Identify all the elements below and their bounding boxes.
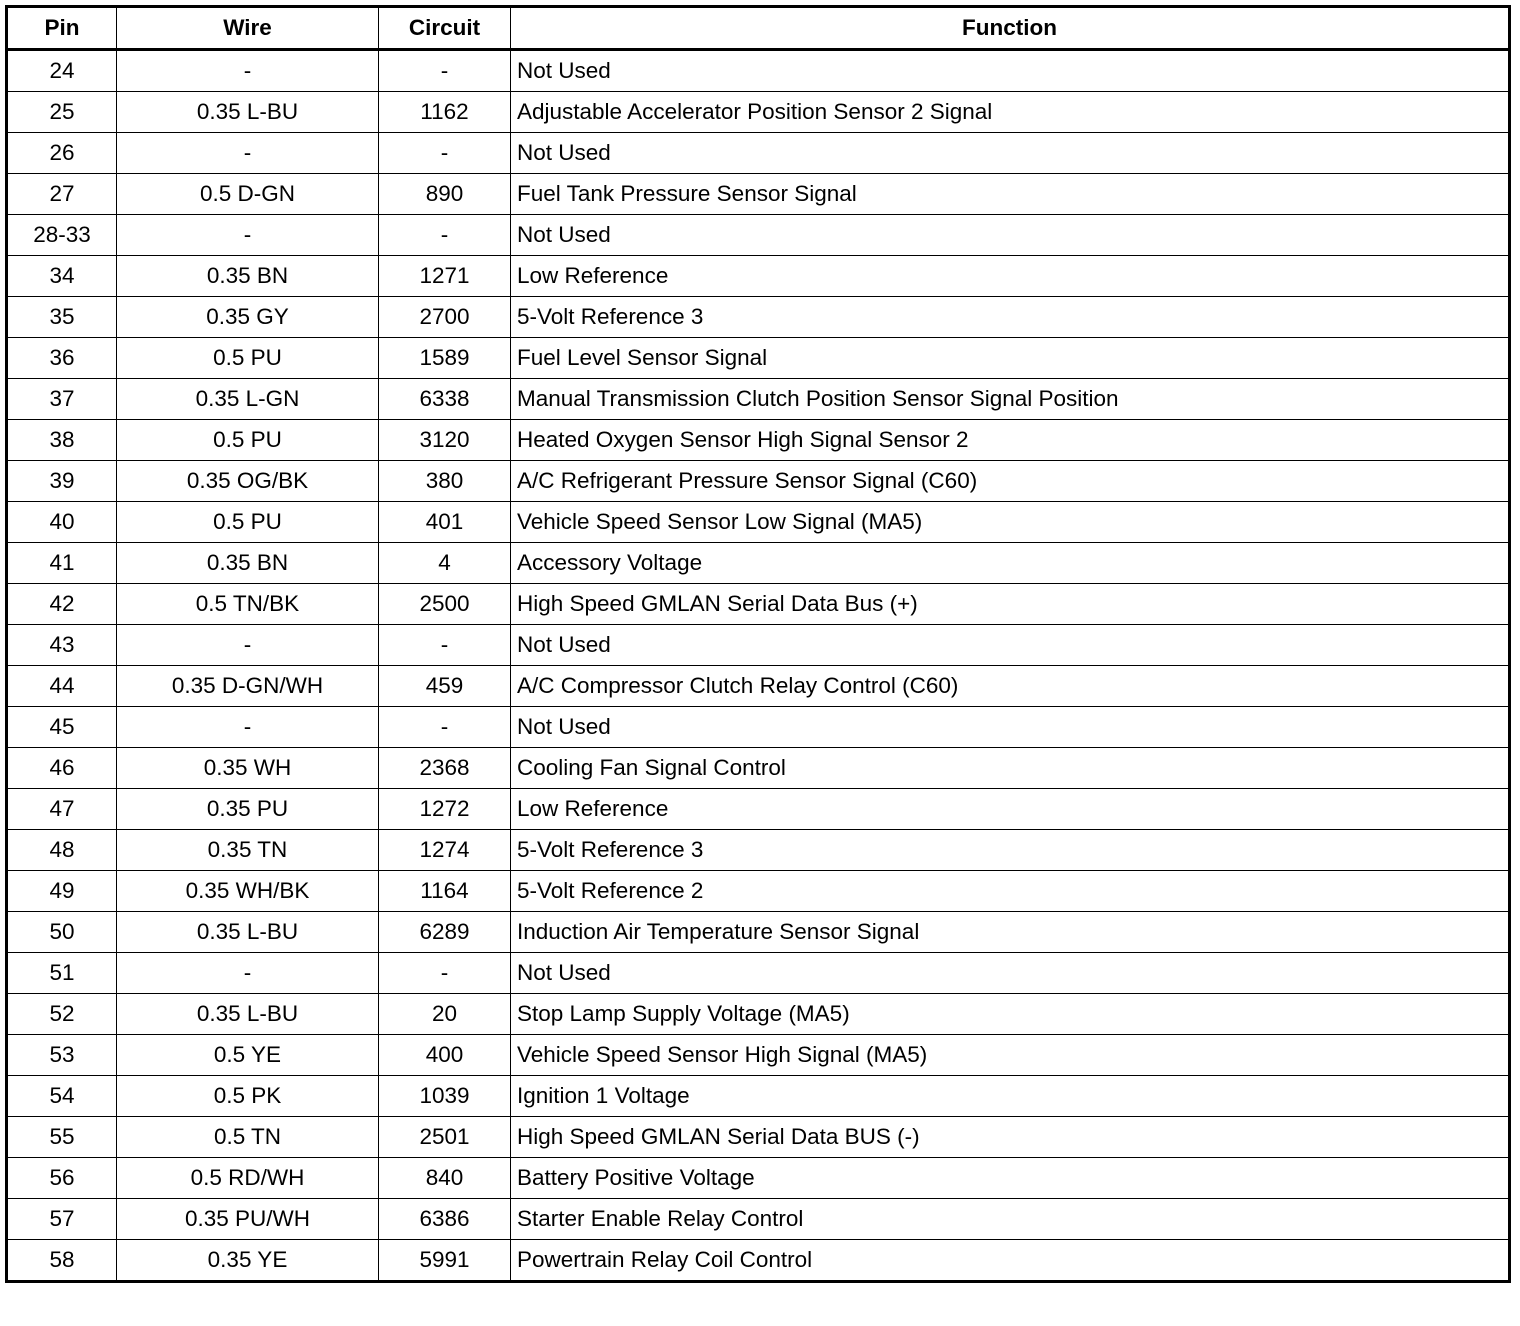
cell-pin: 26	[7, 133, 117, 174]
cell-pin: 44	[7, 666, 117, 707]
cell-wire: 0.35 L-GN	[117, 379, 379, 420]
table-row	[7, 707, 1510, 748]
cell-wire: 0.35 OG/BK	[117, 461, 379, 502]
cell-function: Manual Transmission Clutch Position Sensor Signal Position	[511, 379, 1510, 420]
table-row	[7, 1117, 1510, 1158]
cell-function: Cooling Fan Signal Control	[511, 748, 1510, 789]
cell-function: A/C Refrigerant Pressure Sensor Signal (C60)	[511, 461, 1510, 502]
cell-circuit: 2500	[379, 584, 511, 625]
cell-pin: 52	[7, 994, 117, 1035]
cell-function: Not Used	[511, 953, 1510, 994]
cell-pin: 35	[7, 297, 117, 338]
cell-function: Not Used	[511, 50, 1510, 92]
cell-function: Heated Oxygen Sensor High Signal Sensor 2	[511, 420, 1510, 461]
cell-circuit: -	[379, 215, 511, 256]
table-row	[7, 871, 1510, 912]
cell-function: Low Reference	[511, 789, 1510, 830]
cell-function: Not Used	[511, 215, 1510, 256]
cell-circuit: 2700	[379, 297, 511, 338]
cell-pin: 56	[7, 1158, 117, 1199]
table-row	[7, 174, 1510, 215]
table-row	[7, 994, 1510, 1035]
cell-wire: -	[117, 953, 379, 994]
cell-function: Starter Enable Relay Control	[511, 1199, 1510, 1240]
cell-circuit: 2501	[379, 1117, 511, 1158]
cell-circuit: 400	[379, 1035, 511, 1076]
connector-pinout-table	[5, 5, 1511, 1283]
table-row	[7, 748, 1510, 789]
table-row	[7, 1199, 1510, 1240]
cell-circuit: 4	[379, 543, 511, 584]
table-row	[7, 830, 1510, 871]
cell-function: Vehicle Speed Sensor Low Signal (MA5)	[511, 502, 1510, 543]
cell-circuit: 840	[379, 1158, 511, 1199]
cell-circuit: 1162	[379, 92, 511, 133]
header-function: Function	[511, 7, 1510, 50]
table-row	[7, 1240, 1510, 1282]
cell-pin: 54	[7, 1076, 117, 1117]
cell-circuit: 2368	[379, 748, 511, 789]
cell-wire: 0.35 PU	[117, 789, 379, 830]
cell-function: Induction Air Temperature Sensor Signal	[511, 912, 1510, 953]
cell-function: Fuel Tank Pressure Sensor Signal	[511, 174, 1510, 215]
table-row	[7, 625, 1510, 666]
cell-function: Vehicle Speed Sensor High Signal (MA5)	[511, 1035, 1510, 1076]
cell-wire: 0.35 TN	[117, 830, 379, 871]
table-row	[7, 666, 1510, 707]
cell-wire: 0.5 D-GN	[117, 174, 379, 215]
table-row	[7, 789, 1510, 830]
cell-function: 5-Volt Reference 3	[511, 830, 1510, 871]
cell-circuit: 20	[379, 994, 511, 1035]
cell-wire: 0.35 L-BU	[117, 994, 379, 1035]
cell-wire: 0.35 YE	[117, 1240, 379, 1282]
table-row	[7, 379, 1510, 420]
cell-circuit: 401	[379, 502, 511, 543]
cell-circuit: 3120	[379, 420, 511, 461]
cell-wire: 0.5 PU	[117, 420, 379, 461]
cell-wire: -	[117, 133, 379, 174]
cell-wire: 0.5 PU	[117, 338, 379, 379]
cell-wire: 0.35 L-BU	[117, 92, 379, 133]
cell-circuit: 890	[379, 174, 511, 215]
table-row	[7, 912, 1510, 953]
cell-wire: 0.35 PU/WH	[117, 1199, 379, 1240]
cell-pin: 57	[7, 1199, 117, 1240]
table-row	[7, 338, 1510, 379]
table-row	[7, 502, 1510, 543]
cell-wire: -	[117, 50, 379, 92]
table-row	[7, 461, 1510, 502]
cell-pin: 36	[7, 338, 117, 379]
cell-circuit: 6386	[379, 1199, 511, 1240]
cell-pin: 24	[7, 50, 117, 92]
cell-wire: 0.35 WH	[117, 748, 379, 789]
cell-function: High Speed GMLAN Serial Data BUS (-)	[511, 1117, 1510, 1158]
cell-pin: 47	[7, 789, 117, 830]
cell-function: Adjustable Accelerator Position Sensor 2 Signal	[511, 92, 1510, 133]
cell-pin: 55	[7, 1117, 117, 1158]
cell-function: 5-Volt Reference 2	[511, 871, 1510, 912]
cell-wire: 0.35 D-GN/WH	[117, 666, 379, 707]
cell-circuit: 5991	[379, 1240, 511, 1282]
cell-pin: 41	[7, 543, 117, 584]
cell-pin: 39	[7, 461, 117, 502]
cell-pin: 49	[7, 871, 117, 912]
cell-pin: 42	[7, 584, 117, 625]
cell-circuit: -	[379, 50, 511, 92]
cell-wire: 0.35 BN	[117, 256, 379, 297]
cell-wire: 0.5 PU	[117, 502, 379, 543]
table-row	[7, 256, 1510, 297]
table-row	[7, 1035, 1510, 1076]
cell-pin: 37	[7, 379, 117, 420]
cell-wire: 0.5 TN	[117, 1117, 379, 1158]
cell-pin: 40	[7, 502, 117, 543]
table-row	[7, 1076, 1510, 1117]
cell-pin: 48	[7, 830, 117, 871]
header-pin: Pin	[7, 7, 117, 50]
cell-pin: 28-33	[7, 215, 117, 256]
cell-circuit: -	[379, 133, 511, 174]
table-row	[7, 1158, 1510, 1199]
cell-circuit: 6289	[379, 912, 511, 953]
cell-circuit: -	[379, 625, 511, 666]
cell-circuit: 380	[379, 461, 511, 502]
cell-pin: 34	[7, 256, 117, 297]
table-row	[7, 133, 1510, 174]
cell-circuit: -	[379, 707, 511, 748]
cell-function: Battery Positive Voltage	[511, 1158, 1510, 1199]
cell-pin: 58	[7, 1240, 117, 1282]
cell-pin: 45	[7, 707, 117, 748]
cell-circuit: 1039	[379, 1076, 511, 1117]
table-row	[7, 50, 1510, 92]
table-row	[7, 215, 1510, 256]
connector-pinout-table-container	[5, 5, 1511, 1283]
cell-wire: 0.35 L-BU	[117, 912, 379, 953]
cell-function: 5-Volt Reference 3	[511, 297, 1510, 338]
cell-circuit: 1164	[379, 871, 511, 912]
cell-function: Not Used	[511, 133, 1510, 174]
header-wire: Wire	[117, 7, 379, 50]
cell-function: Ignition 1 Voltage	[511, 1076, 1510, 1117]
cell-function: Fuel Level Sensor Signal	[511, 338, 1510, 379]
cell-pin: 46	[7, 748, 117, 789]
cell-wire: -	[117, 707, 379, 748]
cell-function: Stop Lamp Supply Voltage (MA5)	[511, 994, 1510, 1035]
cell-wire: -	[117, 625, 379, 666]
cell-function: Low Reference	[511, 256, 1510, 297]
cell-pin: 27	[7, 174, 117, 215]
cell-wire: 0.35 GY	[117, 297, 379, 338]
cell-pin: 51	[7, 953, 117, 994]
cell-function: Not Used	[511, 707, 1510, 748]
cell-function: A/C Compressor Clutch Relay Control (C60)	[511, 666, 1510, 707]
cell-wire: 0.35 WH/BK	[117, 871, 379, 912]
cell-function: Powertrain Relay Coil Control	[511, 1240, 1510, 1282]
table-row	[7, 543, 1510, 584]
table-row	[7, 92, 1510, 133]
table-row	[7, 297, 1510, 338]
cell-pin: 38	[7, 420, 117, 461]
cell-circuit: 1274	[379, 830, 511, 871]
table-row	[7, 584, 1510, 625]
cell-wire: -	[117, 215, 379, 256]
table-body	[7, 50, 1510, 1282]
cell-wire: 0.5 YE	[117, 1035, 379, 1076]
table-row	[7, 420, 1510, 461]
cell-circuit: 1272	[379, 789, 511, 830]
cell-function: Accessory Voltage	[511, 543, 1510, 584]
cell-pin: 50	[7, 912, 117, 953]
table-row	[7, 953, 1510, 994]
cell-function: High Speed GMLAN Serial Data Bus (+)	[511, 584, 1510, 625]
cell-wire: 0.5 TN/BK	[117, 584, 379, 625]
cell-pin: 25	[7, 92, 117, 133]
table-header	[7, 7, 1510, 50]
cell-wire: 0.35 BN	[117, 543, 379, 584]
cell-circuit: 1589	[379, 338, 511, 379]
header-circuit: Circuit	[379, 7, 511, 50]
cell-pin: 53	[7, 1035, 117, 1076]
header-row	[7, 7, 1510, 50]
cell-circuit: 1271	[379, 256, 511, 297]
cell-wire: 0.5 PK	[117, 1076, 379, 1117]
cell-circuit: 6338	[379, 379, 511, 420]
cell-circuit: 459	[379, 666, 511, 707]
cell-function: Not Used	[511, 625, 1510, 666]
cell-circuit: -	[379, 953, 511, 994]
cell-pin: 43	[7, 625, 117, 666]
cell-wire: 0.5 RD/WH	[117, 1158, 379, 1199]
